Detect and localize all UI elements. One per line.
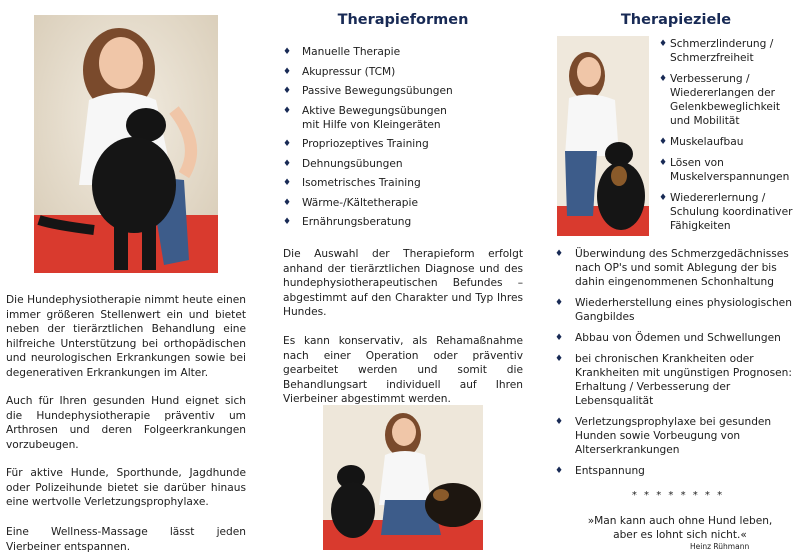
bullet-icon: ♦ xyxy=(555,333,564,343)
list-item: ♦ Wiederherstellung eines physiologischen Gangbildes xyxy=(555,297,792,323)
list-item: ♦ Verbesserung / Wiedererlangen der Gelenkbeweglichkeit und Mobilität xyxy=(659,73,780,127)
bullet-icon: ♦ xyxy=(283,217,292,227)
bullet-icon: ♦ xyxy=(555,249,564,259)
bullet-icon: ♦ xyxy=(659,158,668,168)
photo-therapist-with-two-dogs xyxy=(323,405,483,550)
list-item: ♦ Wärme-/Kältetherapie xyxy=(283,196,418,209)
prevention-paragraph: Auch für Ihren gesunden Hund eignet sich die Hundephysiotherapie präventiv um Arthrosen und deren Folgeerkrankungen vorzubeugen. xyxy=(6,395,246,451)
quote-author: Heinz Rühmann xyxy=(690,542,750,551)
list-item: ♦ Aktive Bewegungsübungen mit Hilfe von Kleingeräten xyxy=(283,104,447,131)
list-item: ♦ Verletzungsprophylaxe bei gesunden Hunden sowie Vorbeugung von Alterserkrankungen xyxy=(555,416,772,456)
list-item: ♦ Muskelaufbau xyxy=(659,136,744,148)
therapy-selection-paragraph: Die Auswahl der Therapieform erfolgt anhand der tierärztlichen Diagnose und des hundephysiotherapeutischen Befundes – abgestimmt auf den Charakter und Typ Ihres Hundes. xyxy=(283,248,523,319)
therapy-forms-heading: Therapieformen xyxy=(337,12,469,28)
therapy-forms-list xyxy=(283,45,518,235)
list-item: ♦ Akupressur (TCM) xyxy=(283,65,396,78)
list-item: ♦ Dehnungsübungen xyxy=(283,157,403,170)
bullet-icon: ♦ xyxy=(555,417,564,427)
list-item: ♦ Lösen von Muskelverspannungen xyxy=(659,157,790,183)
quote xyxy=(560,514,800,542)
bullet-icon: ♦ xyxy=(659,39,668,49)
bullet-icon: ♦ xyxy=(283,86,292,96)
list-item: ♦ Isometrisches Training xyxy=(283,177,421,189)
list-item: ♦ Entspannung xyxy=(555,465,645,477)
quote-line-1: »Man kann auch ohne Hund leben, xyxy=(587,515,773,527)
therapy-goals-main-list xyxy=(555,247,795,485)
photo-therapist-with-rottweiler xyxy=(557,36,649,236)
list-item: ♦ Propriozeptives Training xyxy=(283,138,429,150)
bullet-icon: ♦ xyxy=(659,74,668,84)
list-item: ♦ Manuelle Therapie xyxy=(283,46,401,58)
list-item: ♦ Wiedererlernung / Schulung koordinativer Fähigkeiten xyxy=(659,192,793,232)
photo-therapist-with-black-labrador xyxy=(34,15,218,273)
bullet-icon: ♦ xyxy=(283,178,292,188)
sport-dogs-paragraph: Für aktive Hunde, Sporthunde, Jagdhunde oder Polizeihunde bietet sie darüber hinaus eine wertvolle Verletzungsprophylaxe. xyxy=(6,467,246,509)
quote-line-2: aber es lohnt sich nicht.« xyxy=(613,529,747,541)
list-item: ♦ Passive Bewegungsübungen xyxy=(283,85,453,97)
wellness-paragraph: Eine Wellness-Massage lässt jeden Vierbeiner entspannen. xyxy=(6,526,246,553)
intro-paragraph: Die Hundephysiotherapie nimmt heute einen immer größeren Stellenwert ein und bietet neben der tierärztlichen Behandlung eine hilfreiche Unterstützung bei orthopädischen und neurologischen Erkrankungen sowie bei degenerativen Erkrankungen im Alter. xyxy=(6,294,246,379)
bullet-icon: ♦ xyxy=(659,137,668,147)
bullet-icon: ♦ xyxy=(555,354,564,364)
bullet-icon: ♦ xyxy=(659,193,668,203)
bullet-icon: ♦ xyxy=(283,158,292,169)
bullet-icon: ♦ xyxy=(555,298,564,308)
list-item: ♦ Abbau von Ödemen und Schwellungen xyxy=(555,332,781,344)
therapy-goals-heading: Therapieziele xyxy=(620,12,732,28)
bullet-icon: ♦ xyxy=(283,139,292,149)
list-item: ♦ bei chronischen Krankheiten oder Krankheiten mit ungünstigen Prognosen: Erhaltung / Verbesserung der Lebensqualität xyxy=(555,353,792,407)
list-item: ♦ Ernährungsberatung xyxy=(283,216,412,228)
bullet-icon: ♦ xyxy=(555,466,564,476)
bullet-icon: ♦ xyxy=(283,197,292,208)
treatment-approach-paragraph: Es kann konservativ, als Rehamaßnahme nach einer Operation oder präventiv gearbeitet werden und somit die Behandlungsart individuell auf Ihren Vierbeiner abgestimmt werden. xyxy=(283,335,523,406)
therapy-goals-side-list xyxy=(659,37,799,240)
bullet-icon: ♦ xyxy=(283,105,292,116)
bullet-icon: ♦ xyxy=(283,66,292,77)
bullet-icon: ♦ xyxy=(283,47,292,57)
star-divider: * * * * * * * * xyxy=(631,490,725,501)
list-item: ♦ Schmerzlinderung / Schmerzfreiheit xyxy=(659,38,774,64)
list-item: ♦ Überwindung des Schmerzgedächnisses nach OP's und somit Ablegung der bis dahin eingenommenen Schonhaltung xyxy=(555,248,789,288)
